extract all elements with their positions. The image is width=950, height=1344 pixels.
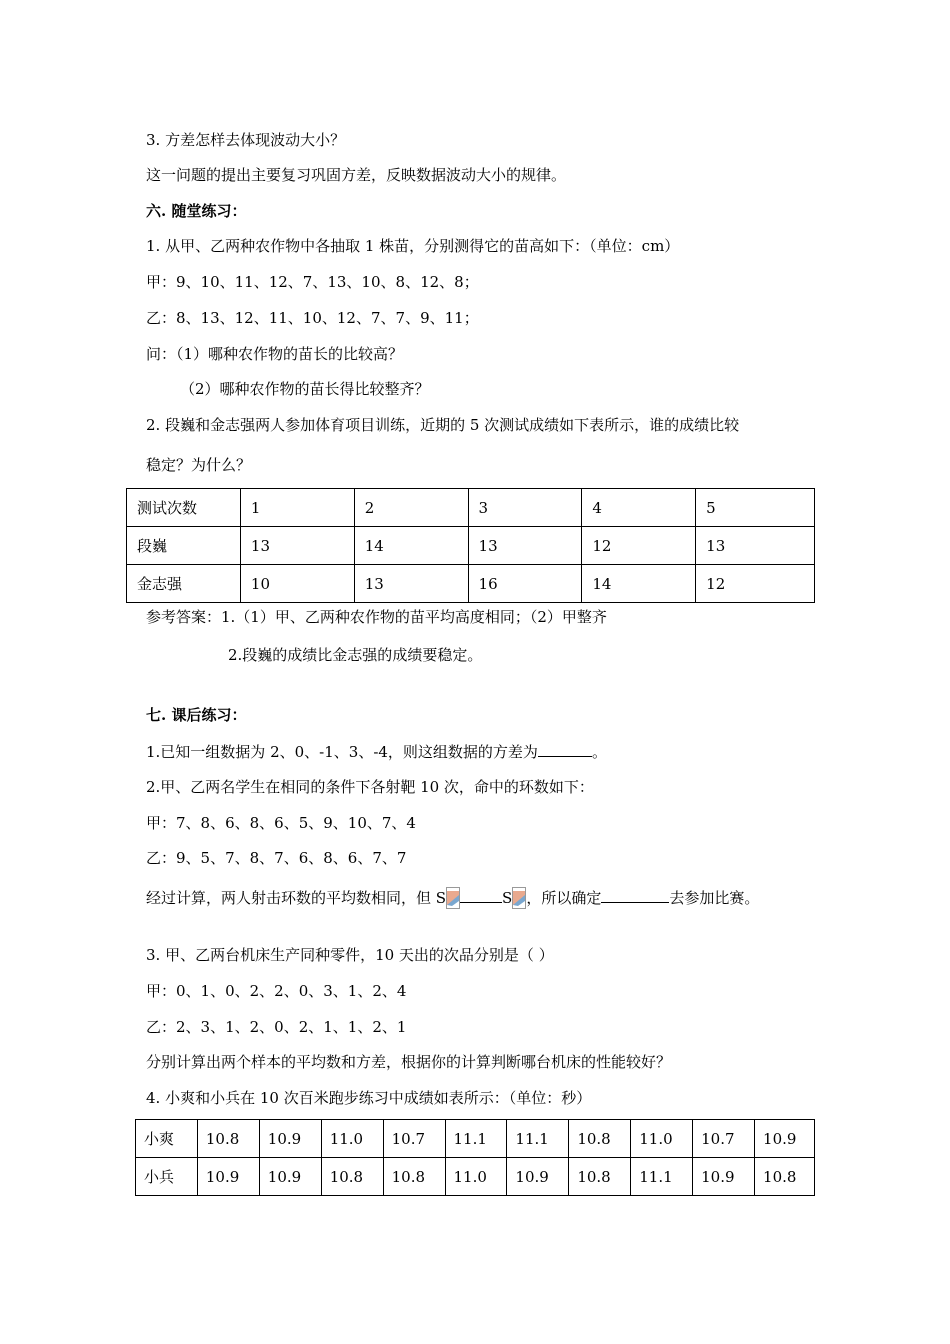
practice-ask-2: （2）哪种农作物的苗长得比较整齐？ — [180, 380, 430, 398]
table-cell: 10.8 — [321, 1158, 383, 1196]
table-cell: 13 — [240, 527, 354, 565]
homework-question-1 — [146, 742, 607, 762]
homework-data-yi: 乙：9、5、7、8、7、6、8、6、7、7 — [146, 849, 407, 867]
table-cell: 3 — [468, 489, 582, 527]
table-cell: 11.0 — [445, 1158, 507, 1196]
table-cell: 10.9 — [197, 1158, 259, 1196]
table-cell: 10.9 — [755, 1120, 815, 1158]
table-cell: 10.8 — [569, 1158, 631, 1196]
table-cell: 测试次数 — [127, 489, 241, 527]
homework-q3-jia: 甲：0、1、0、2、2、0、3、1、2、4 — [146, 982, 407, 1000]
comparison-blank[interactable] — [460, 888, 502, 903]
table-cell: 10.9 — [693, 1158, 755, 1196]
table-cell: 10.7 — [693, 1120, 755, 1158]
homework-conclusion — [146, 887, 759, 909]
table-row — [127, 527, 815, 565]
table-cell: 10.7 — [383, 1120, 445, 1158]
table-cell: 10.8 — [197, 1120, 259, 1158]
table-cell: 10 — [240, 565, 354, 603]
conclusion-text-start: 经过计算，两人射击环数的平均数相同，但 S — [146, 889, 447, 907]
homework-q3-ask: 分别计算出两个样本的平均数和方差，根据你的计算判断哪台机床的性能较好？ — [146, 1053, 672, 1071]
practice-data-jia: 甲：9、10、11、12、7、13、10、8、12、8； — [146, 273, 479, 291]
table-row — [127, 489, 815, 527]
question-3-variance: 3. 方差怎样去体现波动大小？ — [146, 131, 346, 149]
table-row — [136, 1158, 815, 1196]
homework-question-1-text: 1.已知一组数据为 2、0、-1、3、-4，则这组数据的方差为 — [146, 743, 538, 761]
table-cell: 小爽 — [136, 1120, 198, 1158]
table-cell: 14 — [582, 565, 696, 603]
table-cell: 10.8 — [755, 1158, 815, 1196]
section-heading-homework: 七. 课后练习： — [146, 706, 247, 724]
table-cell: 10.8 — [383, 1158, 445, 1196]
table-cell: 11.0 — [321, 1120, 383, 1158]
practice-question-2-cont: 稳定？为什么？ — [146, 456, 252, 474]
answer-2: 2.段巍的成绩比金志强的成绩要稳定。 — [228, 646, 483, 664]
table-cell: 10.9 — [259, 1158, 321, 1196]
table-cell: 5 — [696, 489, 815, 527]
variance-yi-image-icon — [512, 887, 526, 909]
table-cell: 11.1 — [507, 1120, 569, 1158]
homework-question-4: 4. 小爽和小兵在 10 次百米跑步练习中成绩如表所示：（单位：秒） — [146, 1089, 592, 1107]
practice-ask-1: 问：（1）哪种农作物的苗长的比较高？ — [146, 345, 404, 363]
table-cell: 12 — [582, 527, 696, 565]
practice-data-yi: 乙：8、13、12、11、10、12、7、7、9、11； — [146, 309, 479, 327]
table-cell: 10.8 — [569, 1120, 631, 1158]
table-cell: 1 — [240, 489, 354, 527]
table-cell: 11.1 — [631, 1158, 693, 1196]
table-cell: 10.9 — [507, 1158, 569, 1196]
table-cell: 13 — [696, 527, 815, 565]
variance-jia-image-icon — [446, 887, 460, 909]
table-cell: 13 — [468, 527, 582, 565]
table-cell: 2 — [354, 489, 468, 527]
score-table — [126, 488, 815, 603]
table-cell: 10.9 — [259, 1120, 321, 1158]
answer-1: 参考答案：1.（1）甲、乙两种农作物的苗平均高度相同；（2）甲整齐 — [146, 608, 607, 626]
table-row — [127, 565, 815, 603]
table-cell: 小兵 — [136, 1158, 198, 1196]
table-cell: 14 — [354, 527, 468, 565]
conclusion-text-mid: ，所以确定 — [526, 889, 602, 907]
variance-symbol-yi: S — [502, 889, 513, 907]
sprint-table — [135, 1119, 815, 1196]
homework-question-3: 3. 甲、乙两台机床生产同种零件，10 天出的次品分别是（ ） — [146, 946, 554, 964]
practice-question-2: 2. 段巍和金志强两人参加体育项目训练，近期的 5 次测试成绩如下表所示，谁的成绩比较 — [146, 416, 740, 434]
answer-blank[interactable] — [538, 742, 592, 757]
homework-question-2: 2.甲、乙两名学生在相同的条件下各射靶 10 次，命中的环数如下： — [146, 778, 594, 796]
table-cell: 4 — [582, 489, 696, 527]
practice-question-1: 1. 从甲、乙两种农作物中各抽取 1 株苗，分别测得它的苗高如下：（单位：cm） — [146, 237, 680, 255]
homework-data-jia: 甲：7、8、6、8、6、5、9、10、7、4 — [146, 814, 416, 832]
conclusion-text-end: 去参加比赛。 — [669, 889, 760, 907]
table-cell: 11.0 — [631, 1120, 693, 1158]
section-heading-practice: 六. 随堂练习： — [146, 202, 247, 220]
homework-question-1-end: 。 — [591, 743, 607, 761]
question-3-note: 这一问题的提出主要复习巩固方差，反映数据波动大小的规律。 — [146, 166, 567, 184]
selection-blank[interactable] — [601, 888, 669, 903]
table-cell: 16 — [468, 565, 582, 603]
table-cell: 13 — [354, 565, 468, 603]
table-cell: 金志强 — [127, 565, 241, 603]
table-cell: 12 — [696, 565, 815, 603]
table-row — [136, 1120, 815, 1158]
homework-q3-yi: 乙：2、3、1、2、0、2、1、1、2、1 — [146, 1018, 407, 1036]
table-cell: 11.1 — [445, 1120, 507, 1158]
table-cell: 段巍 — [127, 527, 241, 565]
